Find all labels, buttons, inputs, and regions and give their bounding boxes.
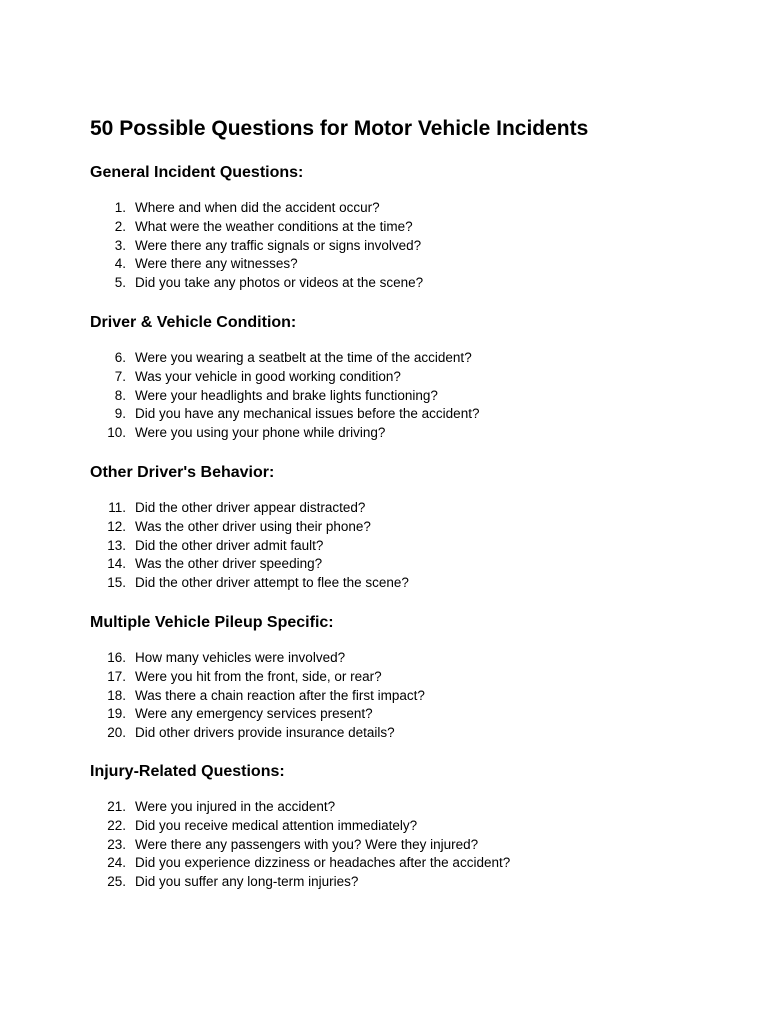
question-item	[90, 798, 710, 817]
question-text: Were your headlights and brake lights functioning?	[135, 387, 438, 403]
question-text: Did the other driver appear distracted?	[135, 500, 366, 515]
question-text: Were there any passengers with you? Were they injured?	[135, 836, 479, 852]
question-item	[90, 218, 710, 237]
section-driver-vehicle-condition	[90, 313, 710, 443]
question-text: Were you injured in the accident?	[135, 799, 336, 814]
question-item	[90, 555, 710, 574]
question-text: Were you hit from the front, side, or rear?	[135, 668, 382, 684]
question-text: Did you receive medical attention immediately?	[135, 817, 418, 833]
question-text: Did you suffer any long-term injuries?	[135, 874, 359, 889]
question-number: 16.	[107, 650, 126, 665]
question-text: Was your vehicle in good working condition?	[135, 368, 401, 384]
section-other-driver-behavior	[90, 463, 710, 593]
question-list	[90, 349, 710, 443]
question-text: Did the other driver attempt to flee the scene?	[135, 575, 409, 590]
question-number: 8.	[114, 387, 126, 403]
question-text: Did you take any photos or videos at the scene?	[135, 275, 424, 290]
question-text: Were you using your phone while driving?	[135, 425, 386, 440]
question-number: 20.	[107, 725, 126, 740]
section-general-incident	[90, 163, 710, 293]
question-text: Did the other driver admit fault?	[135, 537, 324, 553]
question-number: 9.	[114, 406, 126, 422]
question-item	[90, 518, 710, 537]
question-number: 18.	[107, 687, 126, 703]
question-item	[90, 499, 710, 518]
question-number: 14.	[107, 556, 126, 572]
section-heading: Multiple Vehicle Pileup Specific:	[90, 614, 334, 631]
question-item	[90, 854, 710, 873]
question-number: 15.	[107, 575, 126, 590]
question-item	[90, 873, 710, 892]
question-item	[90, 349, 710, 368]
question-item	[90, 537, 710, 556]
question-text: Was the other driver speeding?	[135, 556, 323, 572]
question-number: 6.	[114, 350, 126, 365]
document-title: 50 Possible Questions for Motor Vehicle Incidents	[90, 117, 589, 140]
question-text: What were the weather conditions at the time?	[135, 218, 413, 234]
question-number: 2.	[114, 218, 126, 234]
question-item	[90, 274, 710, 293]
question-item	[90, 387, 710, 406]
section-heading: Driver & Vehicle Condition:	[90, 314, 297, 331]
section-heading: Other Driver's Behavior:	[90, 464, 275, 481]
question-number: 19.	[107, 706, 126, 722]
question-item	[90, 368, 710, 387]
question-list	[90, 499, 710, 593]
question-number: 11.	[108, 500, 126, 515]
question-number: 23.	[107, 836, 126, 852]
question-text: Were any emergency services present?	[135, 706, 373, 722]
question-number: 5.	[114, 275, 126, 290]
section-heading: Injury-Related Questions:	[90, 763, 285, 780]
question-number: 4.	[114, 256, 126, 272]
question-item	[90, 724, 710, 743]
question-list	[90, 798, 710, 892]
question-number: 10.	[107, 425, 126, 440]
question-list	[90, 199, 710, 293]
question-text: Was the other driver using their phone?	[135, 518, 371, 534]
question-text: Were there any witnesses?	[135, 256, 298, 272]
question-item	[90, 649, 710, 668]
question-text: Did you experience dizziness or headaches after the accident?	[135, 855, 511, 871]
section-multiple-vehicle-pileup	[90, 613, 710, 743]
question-number: 3.	[114, 237, 126, 253]
question-number: 17.	[107, 668, 126, 684]
question-item	[90, 255, 710, 274]
question-item	[90, 199, 710, 218]
question-item	[90, 836, 710, 855]
question-text: How many vehicles were involved?	[135, 650, 346, 665]
question-item	[90, 405, 710, 424]
question-text: Were there any traffic signals or signs involved?	[135, 237, 422, 253]
question-number: 22.	[107, 817, 126, 833]
question-item	[90, 668, 710, 687]
question-text: Did you have any mechanical issues before the accident?	[135, 406, 480, 422]
question-list	[90, 649, 710, 743]
question-item	[90, 237, 710, 256]
question-text: Was there a chain reaction after the first impact?	[135, 687, 425, 703]
question-number: 25.	[107, 874, 126, 889]
question-item	[90, 424, 710, 443]
question-item	[90, 687, 710, 706]
question-item	[90, 705, 710, 724]
section-injury-related	[90, 762, 710, 892]
question-item	[90, 574, 710, 593]
question-text: Did other drivers provide insurance details?	[135, 725, 395, 740]
question-number: 1.	[114, 200, 126, 215]
question-item	[90, 817, 710, 836]
question-text: Where and when did the accident occur?	[135, 200, 380, 215]
question-number: 24.	[107, 855, 126, 871]
question-number: 13.	[107, 537, 126, 553]
question-number: 12.	[107, 518, 126, 534]
question-text: Were you wearing a seatbelt at the time of the accident?	[135, 350, 472, 365]
question-number: 7.	[114, 368, 126, 384]
question-number: 21.	[107, 799, 126, 814]
section-heading: General Incident Questions:	[90, 164, 304, 181]
